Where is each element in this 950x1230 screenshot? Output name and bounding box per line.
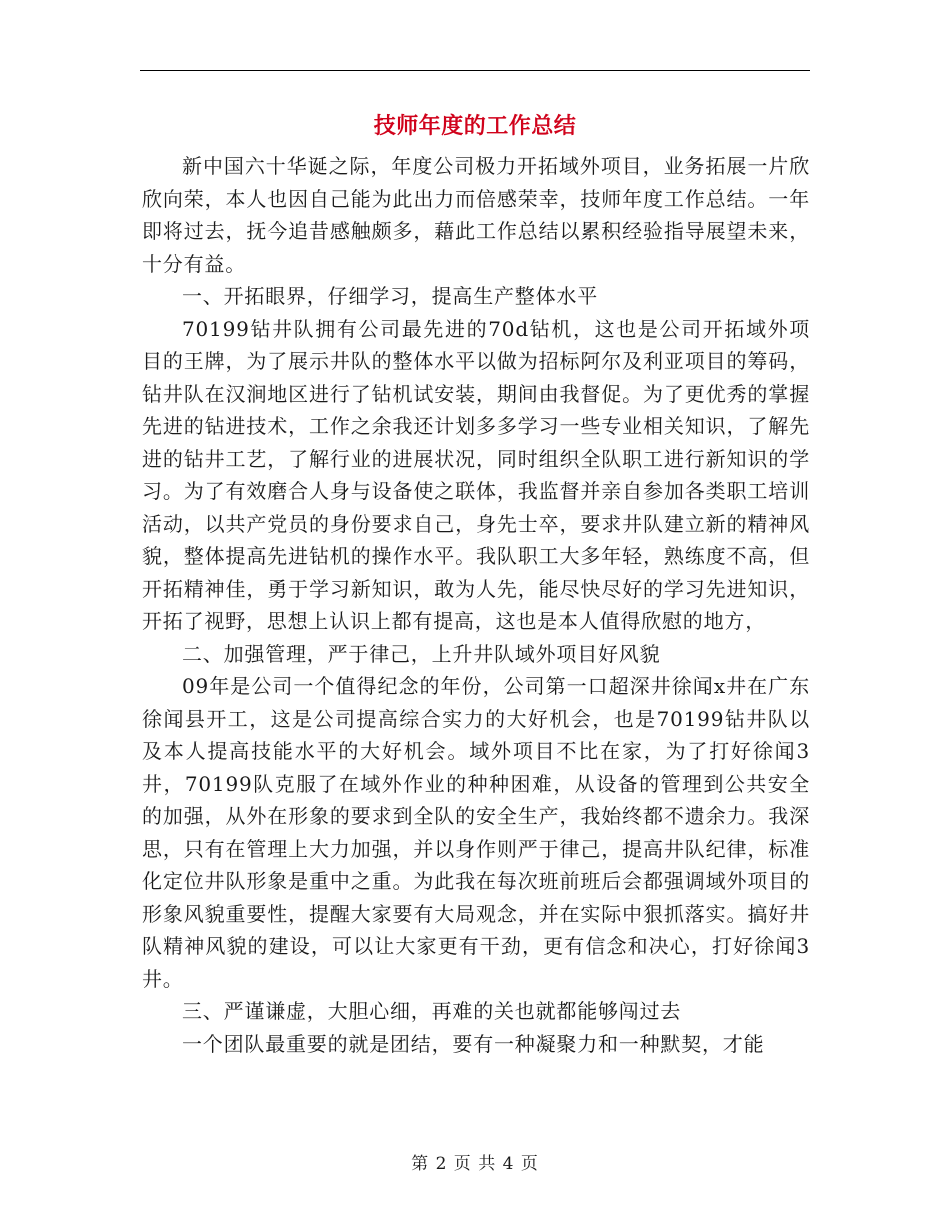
section-heading-2: 二、加强管理，严于律己，上升井队域外项目好风貌 xyxy=(182,641,661,666)
section-3-paragraph: 一个团队最重要的就是团结，要有一种凝聚力和一种默契，才能 xyxy=(182,1031,765,1056)
header-rule xyxy=(140,70,810,71)
section-1-paragraph: 70199钻井队拥有公司最先进的70d钻机，这也是公司开拓域外项目的王牌，为了展示井队的整体水平以做为招标阿尔及利亚项目的筹码，钻井队在汉涧地区进行了钻机试安装，期间由我督促。为了更优秀的掌握先进的钻进技术，工作之余我还计划多多学习一些专业相关知识，了解先进的钻井工艺，了解行业的进展状况，同时组织全队职工进行新知识的学习。为了有效磨合人身与设备使之联体，我监督并亲自参加各类职工培训活动，以共产党员的身份要求自己，身先士卒，要求井队建立新的精神风貌，整体提高先进钻机的操作水平。我队职工大多年轻，熟练度不高，但开拓精神佳，勇于学习新知识，敢为人先，能尽快尽好的学习先进知识，开拓了视野，思想上认识上都有提高，这也是本人值得欣慰的地方， xyxy=(142,316,810,633)
section-2-paragraph: 09年是公司一个值得纪念的年份，公司第一口超深井徐闻x井在广东徐闻县开工，这是公司提高综合实力的大好机会，也是70199钻井队以及本人提高技能水平的大好机会。域外项目不比在家，为了打好徐闻3井，70199队克服了在域外作业的种种困难，从设备的管理到公共安全的加强，从外在形象的要求到全队的安全生产，我始终都不遗余力。我深思，只有在管理上大力加强，并以身作则严于律己，提高井队纪律，标准化定位井队形象是重中之重。为此我在每次班前班后会都强调域外项目的形象风貌重要性，提醒大家要有大局观念，并在实际中狠抓落实。搞好井队精神风貌的建设，可以让大家更有干劲，更有信念和决心，打好徐闻3井。 xyxy=(142,674,810,991)
section-heading-3: 三、严谨谦虚，大胆心细，再难的关也就都能够闯过去 xyxy=(182,999,682,1023)
page-number-footer: 第 2 页 共 4 页 xyxy=(411,1154,539,1174)
section-heading-1: 一、开拓眼界，仔细学习，提高生产整体水平 xyxy=(182,284,598,308)
document-body xyxy=(142,150,810,1060)
intro-paragraph: 新中国六十华诞之际，年度公司极力开拓域外项目，业务拓展一片欣欣向荣，本人也因自己能为此出力而倍感荣幸，技师年度工作总结。一年即将过去，抚今追昔感触颇多，藉此工作总结以累积经验指导展望未来，十分有益。 xyxy=(142,154,810,276)
document-title: 技师年度的工作总结 xyxy=(373,113,577,139)
